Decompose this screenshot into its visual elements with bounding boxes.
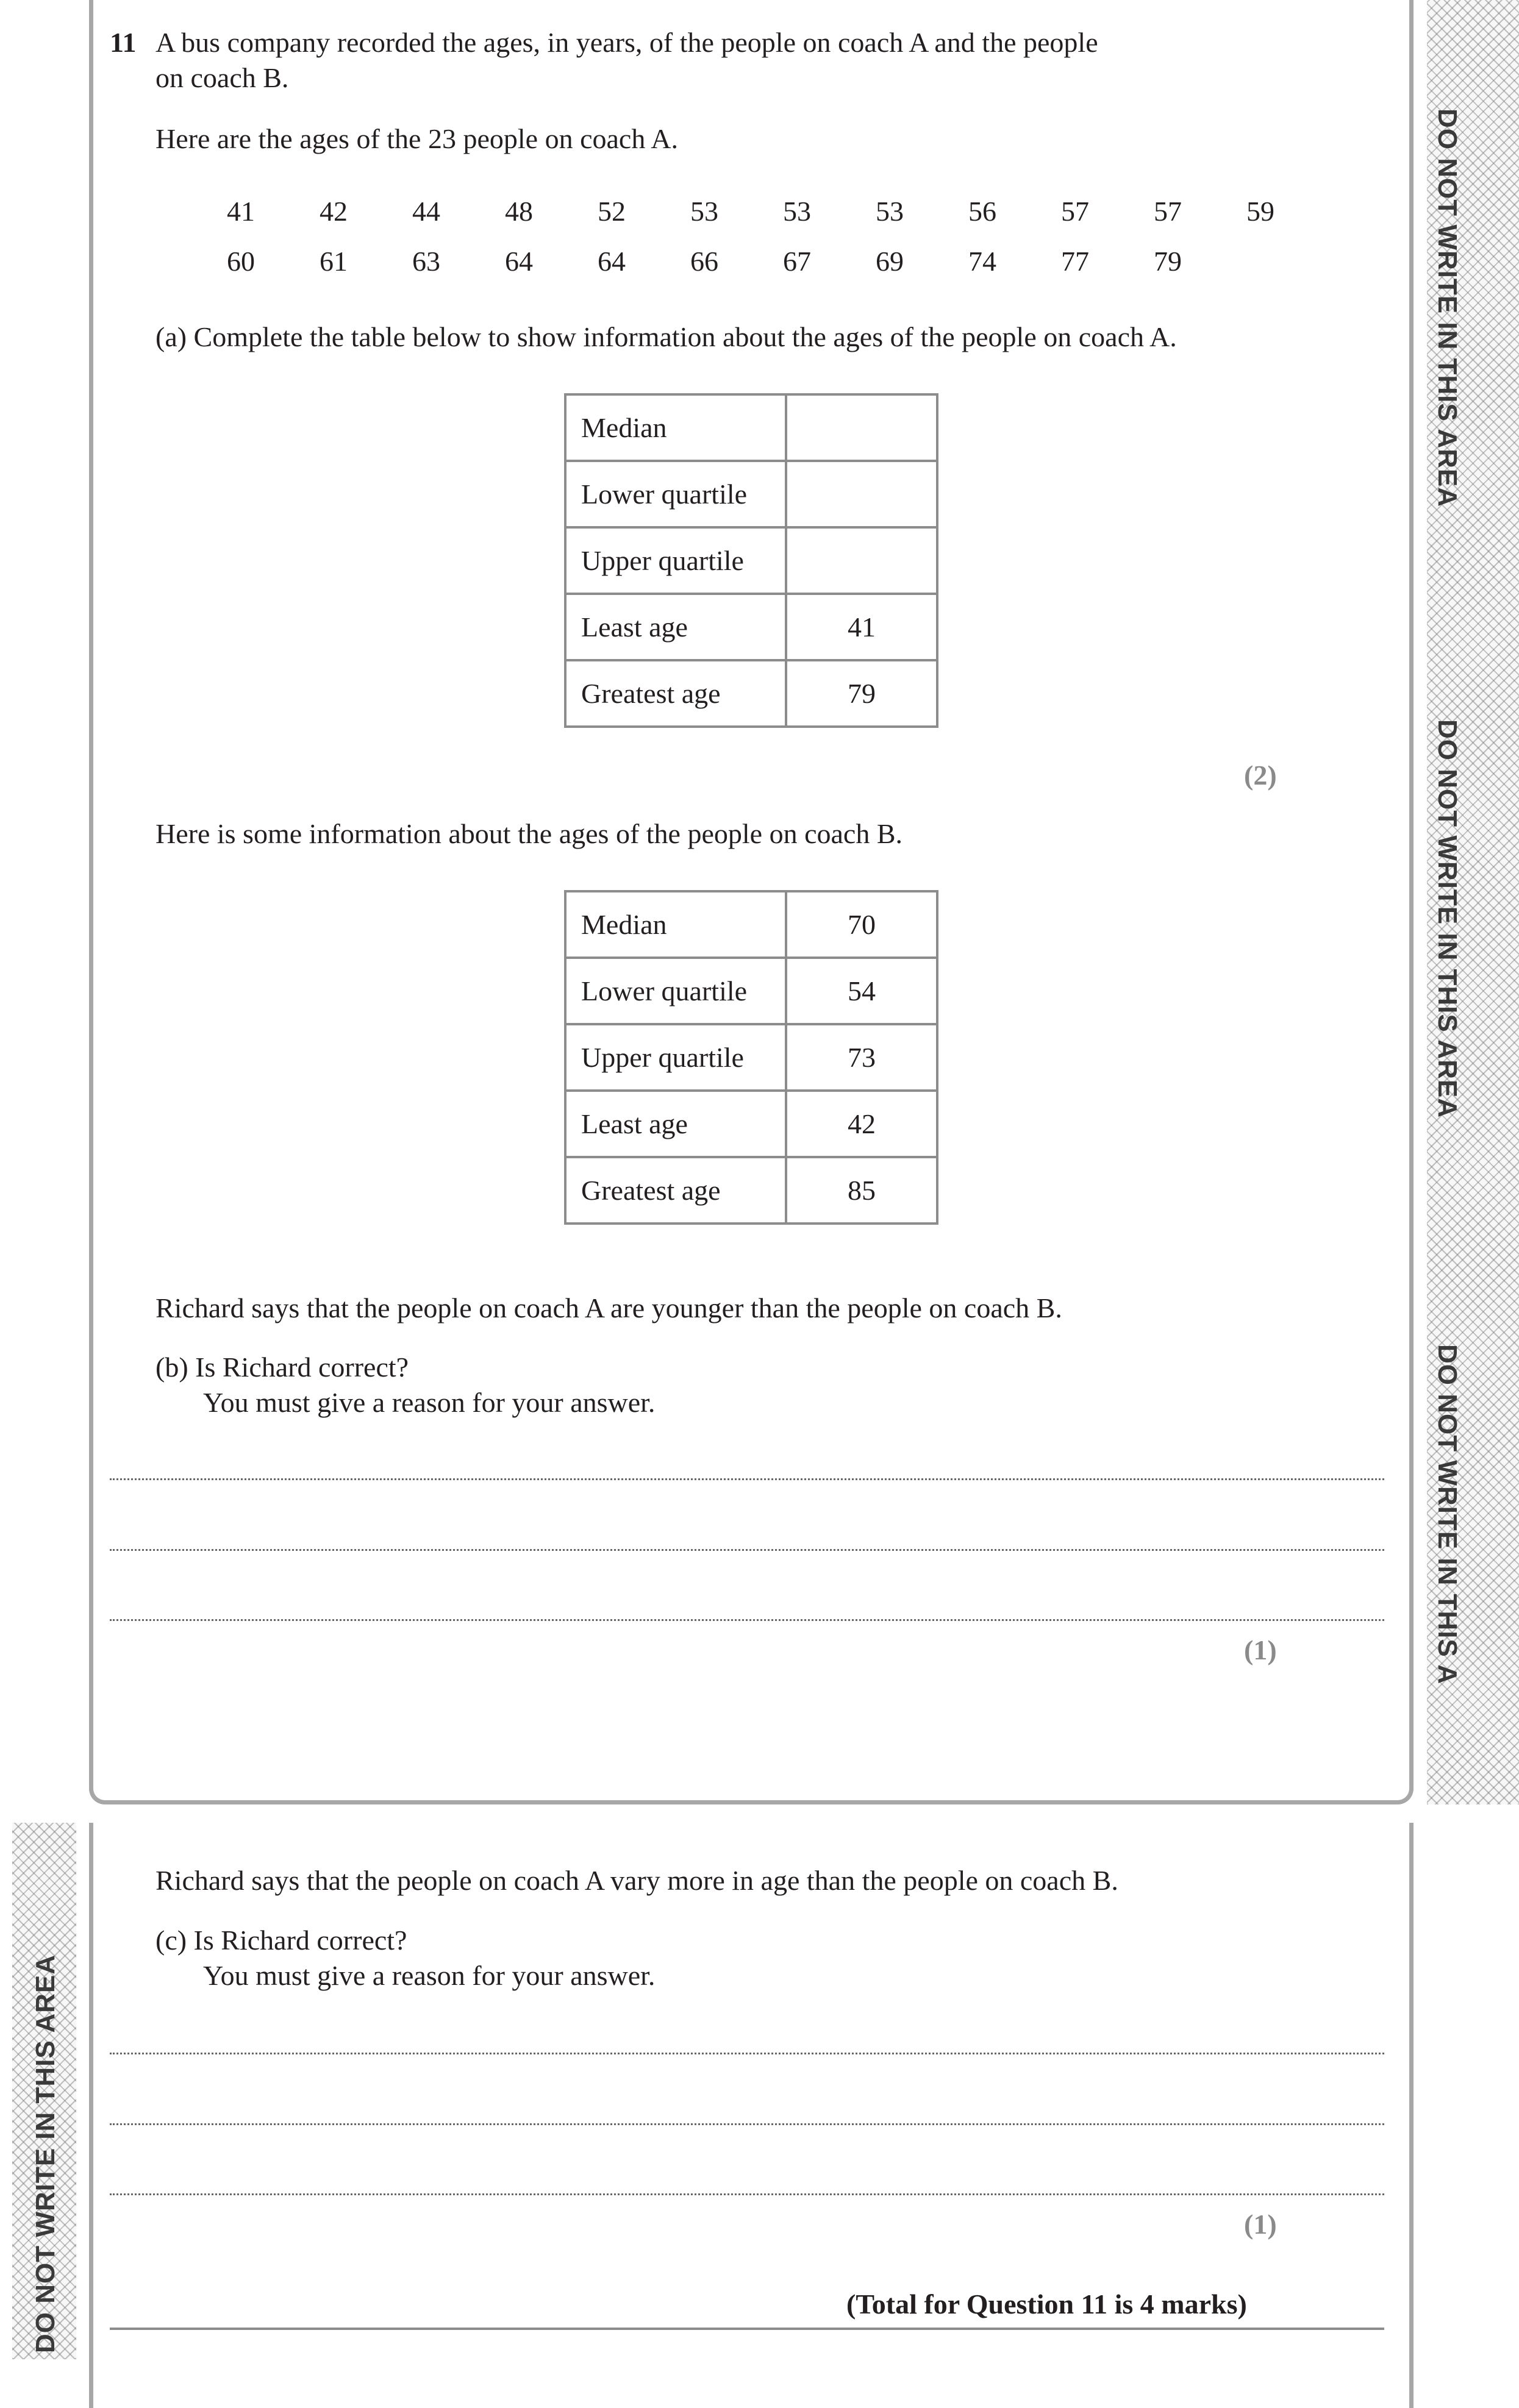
age-value: 77 bbox=[1061, 246, 1089, 277]
bottom-rule bbox=[110, 2328, 1384, 2330]
coach-a-table bbox=[564, 393, 938, 728]
age-value: 57 bbox=[1061, 196, 1089, 227]
margin-warning-4: DO NOT WRITE IN THIS AREA bbox=[30, 1954, 60, 2353]
table-row bbox=[565, 1024, 937, 1091]
marks-b: (1) bbox=[1244, 1634, 1277, 1665]
age-value: 66 bbox=[690, 246, 718, 277]
age-value: 67 bbox=[783, 246, 811, 277]
age-value: 57 bbox=[1154, 196, 1182, 227]
table-row bbox=[565, 527, 937, 594]
age-value: 48 bbox=[505, 196, 533, 227]
part-b-reason: You must give a reason for your answer. bbox=[203, 1387, 656, 1418]
margin-warning-1: DO NOT WRITE IN THIS AREA bbox=[1432, 109, 1462, 508]
table-label: Upper quartile bbox=[565, 527, 786, 594]
age-value: 63 bbox=[412, 246, 440, 277]
table-row bbox=[565, 958, 937, 1024]
table-row bbox=[565, 660, 937, 727]
part-c-reason: You must give a reason for your answer. bbox=[203, 1960, 656, 1991]
age-value: 60 bbox=[227, 246, 255, 277]
age-value: 64 bbox=[598, 246, 626, 277]
coach-b-table bbox=[564, 890, 938, 1225]
age-value: 53 bbox=[690, 196, 718, 227]
table-value: 70 bbox=[786, 891, 937, 958]
age-value: 59 bbox=[1246, 196, 1274, 227]
part-b-question: (b) Is Richard correct? bbox=[155, 1352, 409, 1383]
table-value: 41 bbox=[786, 594, 937, 660]
intro-line-2: on coach B. bbox=[155, 62, 289, 93]
margin-warning-2: DO NOT WRITE IN THIS AREA bbox=[1432, 719, 1462, 1119]
marks-c: (1) bbox=[1244, 2209, 1277, 2240]
statement-b: Richard says that the people on coach A are younger than the people on coach B. bbox=[155, 1292, 1062, 1323]
margin-warning-3: DO NOT WRITE IN THIS A bbox=[1432, 1344, 1462, 1685]
part-a-instruction: (a) Complete the table below to show information about the ages of the people on coach A. bbox=[155, 321, 1177, 352]
table-row bbox=[565, 891, 937, 958]
age-value: 61 bbox=[320, 246, 348, 277]
coach-a-intro: Here are the ages of the 23 people on coach A. bbox=[155, 123, 679, 154]
table-label: Median bbox=[565, 394, 786, 461]
answer-line-b3[interactable] bbox=[110, 1619, 1384, 1621]
age-value: 64 bbox=[505, 246, 533, 277]
table-label: Upper quartile bbox=[565, 1024, 786, 1091]
age-value: 42 bbox=[320, 196, 348, 227]
median-answer-cell[interactable] bbox=[786, 394, 937, 461]
age-value: 41 bbox=[227, 196, 255, 227]
table-value: 54 bbox=[786, 958, 937, 1024]
table-row bbox=[565, 394, 937, 461]
question-number: 11 bbox=[110, 27, 137, 58]
answer-line-b2[interactable] bbox=[110, 1549, 1384, 1551]
answer-line-c3[interactable] bbox=[110, 2193, 1384, 2195]
table-label: Least age bbox=[565, 594, 786, 660]
age-value: 69 bbox=[876, 246, 904, 277]
statement-c: Richard says that the people on coach A vary more in age than the people on coach B. bbox=[155, 1865, 1118, 1896]
table-row bbox=[565, 1157, 937, 1224]
table-row bbox=[565, 594, 937, 660]
table-label: Lower quartile bbox=[565, 958, 786, 1024]
age-value: 53 bbox=[783, 196, 811, 227]
answer-line-b1[interactable] bbox=[110, 1478, 1384, 1480]
table-value: 79 bbox=[786, 660, 937, 727]
total-marks: (Total for Question 11 is 4 marks) bbox=[846, 2289, 1247, 2320]
table-value: 73 bbox=[786, 1024, 937, 1091]
table-label: Lower quartile bbox=[565, 461, 786, 527]
age-value: 79 bbox=[1154, 246, 1182, 277]
intro-line-1: A bus company recorded the ages, in years, of the people on coach A and the people bbox=[155, 27, 1098, 58]
table-row bbox=[565, 461, 937, 527]
coach-b-intro: Here is some information about the ages of the people on coach B. bbox=[155, 818, 903, 849]
age-value: 44 bbox=[412, 196, 440, 227]
table-value: 85 bbox=[786, 1157, 937, 1224]
answer-line-c1[interactable] bbox=[110, 2053, 1384, 2054]
age-value: 53 bbox=[876, 196, 904, 227]
lower-quartile-answer-cell[interactable] bbox=[786, 461, 937, 527]
age-value: 74 bbox=[968, 246, 996, 277]
age-value: 56 bbox=[968, 196, 996, 227]
table-label: Greatest age bbox=[565, 1157, 786, 1224]
table-label: Least age bbox=[565, 1091, 786, 1157]
table-label: Median bbox=[565, 891, 786, 958]
table-value: 42 bbox=[786, 1091, 937, 1157]
marks-a: (2) bbox=[1244, 760, 1277, 791]
table-row bbox=[565, 1091, 937, 1157]
age-value: 52 bbox=[598, 196, 626, 227]
upper-quartile-answer-cell[interactable] bbox=[786, 527, 937, 594]
answer-line-c2[interactable] bbox=[110, 2123, 1384, 2125]
table-label: Greatest age bbox=[565, 660, 786, 727]
part-c-question: (c) Is Richard correct? bbox=[155, 1925, 407, 1956]
